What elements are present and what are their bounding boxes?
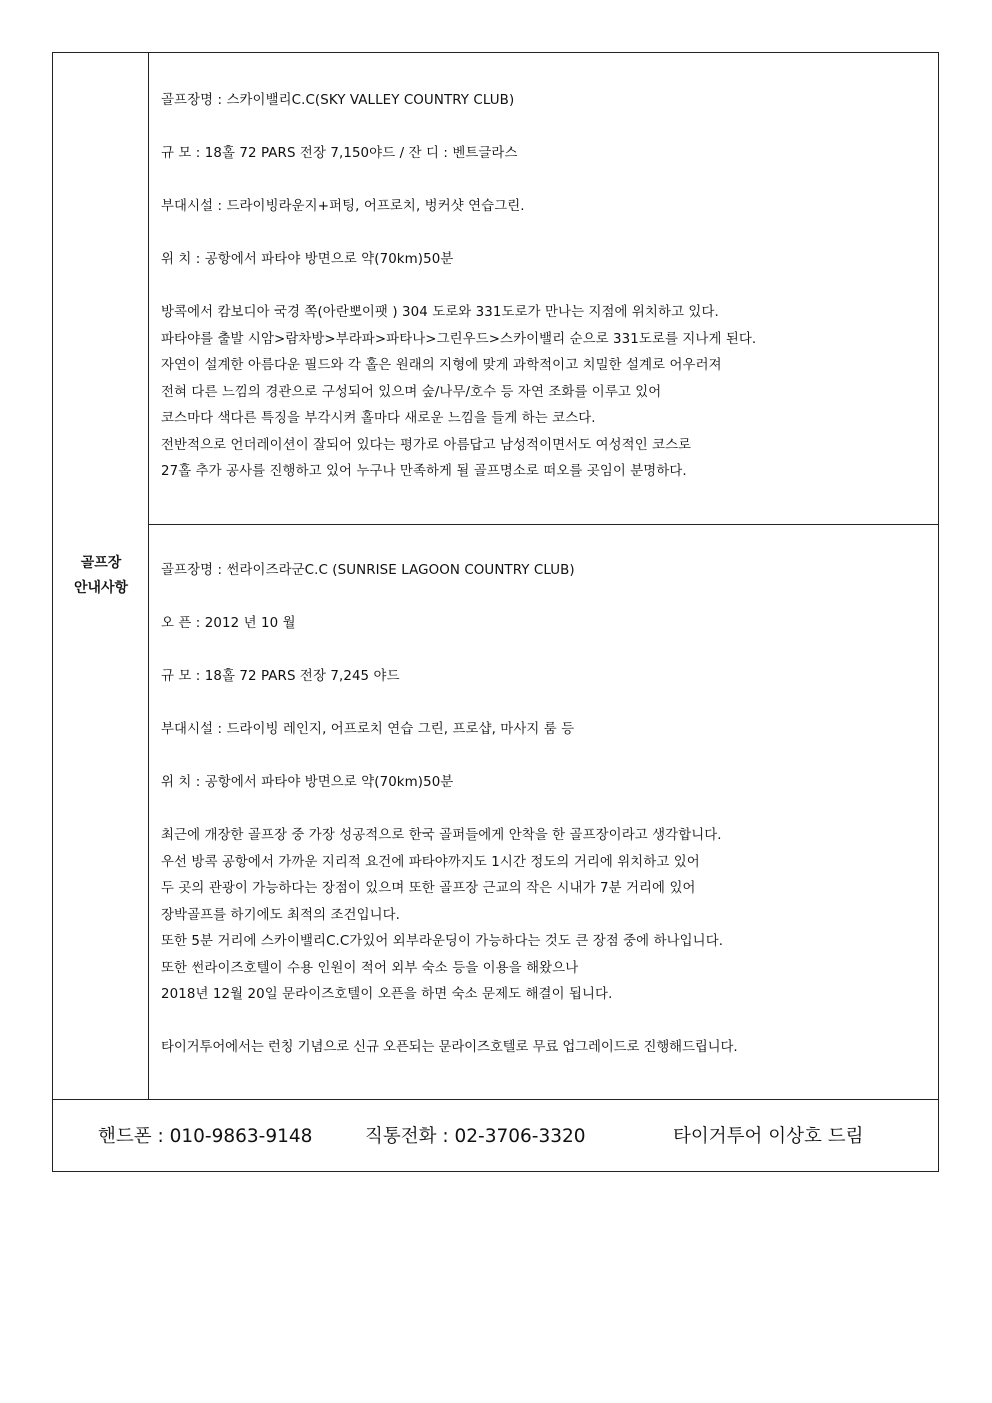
course2-desc-line: 최근에 개장한 골프장 중 가장 성공적으로 한국 골퍼들에게 안착을 한 골프장이라고 생각합니다.	[161, 828, 722, 843]
course1-name: 골프장명 : 스카이밸리C.C(SKY VALLEY COUNTRY CLUB)	[161, 93, 515, 108]
course2-scale: 규 모 : 18홀 72 PARS 전장 7,245 야드	[161, 669, 400, 684]
contact-footer	[53, 1100, 938, 1172]
footer-direct-phone: 직통전화 : 02-3706-3320	[365, 1126, 586, 1147]
course1-desc-line: 코스마다 색다른 특징을 부각시켜 홀마다 새로운 느낌을 들게 하는 코스다.	[161, 411, 596, 426]
course2-desc-line: 2018년 12월 20일 문라이즈호텔이 오픈을 하면 숙소 문제도 해결이 됩니다.	[161, 987, 613, 1002]
course2-desc-line: 우선 방콕 공항에서 가까운 지리적 요건에 파타야까지도 1시간 정도의 거리에 위치하고 있어	[161, 854, 700, 870]
section-label-cell	[53, 53, 149, 1099]
course2-facilities: 부대시설 : 드라이빙 레인지, 어프로치 연습 그린, 프로샵, 마사지 룸 등	[161, 722, 575, 737]
course2-desc-line: 장박골프를 하기에도 최적의 조건입니다.	[161, 907, 401, 923]
course2-name: 골프장명 : 썬라이즈라군C.C (SUNRISE LAGOON COUNTRY CLUB)	[161, 563, 575, 578]
section-label-line-1: 골프장	[80, 555, 122, 571]
course1-facilities: 부대시설 : 드라이빙라운지+퍼팅, 어프로치, 벙커샷 연습그린.	[161, 199, 525, 214]
course1-desc-line: 27홀 추가 공사를 진행하고 있어 누구나 만족하게 될 골프명소로 떠오를 곳임이 분명하다.	[161, 464, 687, 479]
content-column	[149, 53, 938, 1099]
course1-desc-line: 파타야를 출발 시암>람차방>부라파>파타나>그린우드>스카이밸리 순으로 331도로를 지나게 된다.	[161, 331, 757, 347]
course2-desc-line: 또한 5분 거리에 스카이밸리C.C가있어 외부라운딩이 가능하다는 것도 큰 장점 중에 하나입니다.	[161, 934, 724, 949]
course2-open: 오 픈 : 2012 년 10 월	[161, 616, 296, 631]
section-label	[53, 551, 149, 601]
course1-location: 위 치 : 공항에서 파타야 방면으로 약(70km)50분	[161, 252, 454, 267]
section-label-line-2: 안내사항	[73, 580, 129, 596]
course2-desc-line: 두 곳의 관광이 가능하다는 장점이 있으며 또한 골프장 근교의 작은 시내가 7분 거리에 있어	[161, 881, 696, 896]
course1-desc-line: 전혀 다른 느낌의 경관으로 구성되어 있으며 숲/나무/호수 등 자연 조화를 이루고 있어	[161, 384, 662, 400]
course1-block	[161, 88, 934, 486]
info-table	[52, 52, 939, 1172]
course1-scale: 규 모 : 18홀 72 PARS 전장 7,150야드 / 잔 디 : 벤트글라스	[161, 146, 518, 161]
footer-phone: 핸드폰 : 010-9863-9148	[98, 1126, 313, 1147]
course1-desc-line: 전반적으로 언더레이션이 잘되어 있다는 평가로 아름답고 남성적이면서도 여성적인 코스로	[161, 437, 692, 453]
course2-location: 위 치 : 공항에서 파타야 방면으로 약(70km)50분	[161, 775, 454, 790]
course2-desc-line: 또한 썬라이즈호텔이 수용 인원이 적어 외부 숙소 등을 이용을 해왔으나	[161, 960, 579, 976]
course1-desc-line: 방콕에서 캄보디아 국경 쪽(아란뽀이팻 ) 304 도로와 331도로가 만나는 지점에 위치하고 있다.	[161, 305, 719, 320]
course1-desc-line: 자연이 설계한 아름다운 필드와 각 홀은 원래의 지형에 맞게 과학적이고 치밀한 설계로 어우러져	[161, 358, 722, 373]
course2-promo: 타이거투어에서는 런칭 기념으로 신규 오픈되는 문라이즈호텔로 무료 업그레이드로 진행해드립니다.	[161, 1040, 738, 1055]
course2-block	[161, 558, 934, 1062]
footer-signature: 타이거투어 이상호 드림	[673, 1126, 864, 1147]
